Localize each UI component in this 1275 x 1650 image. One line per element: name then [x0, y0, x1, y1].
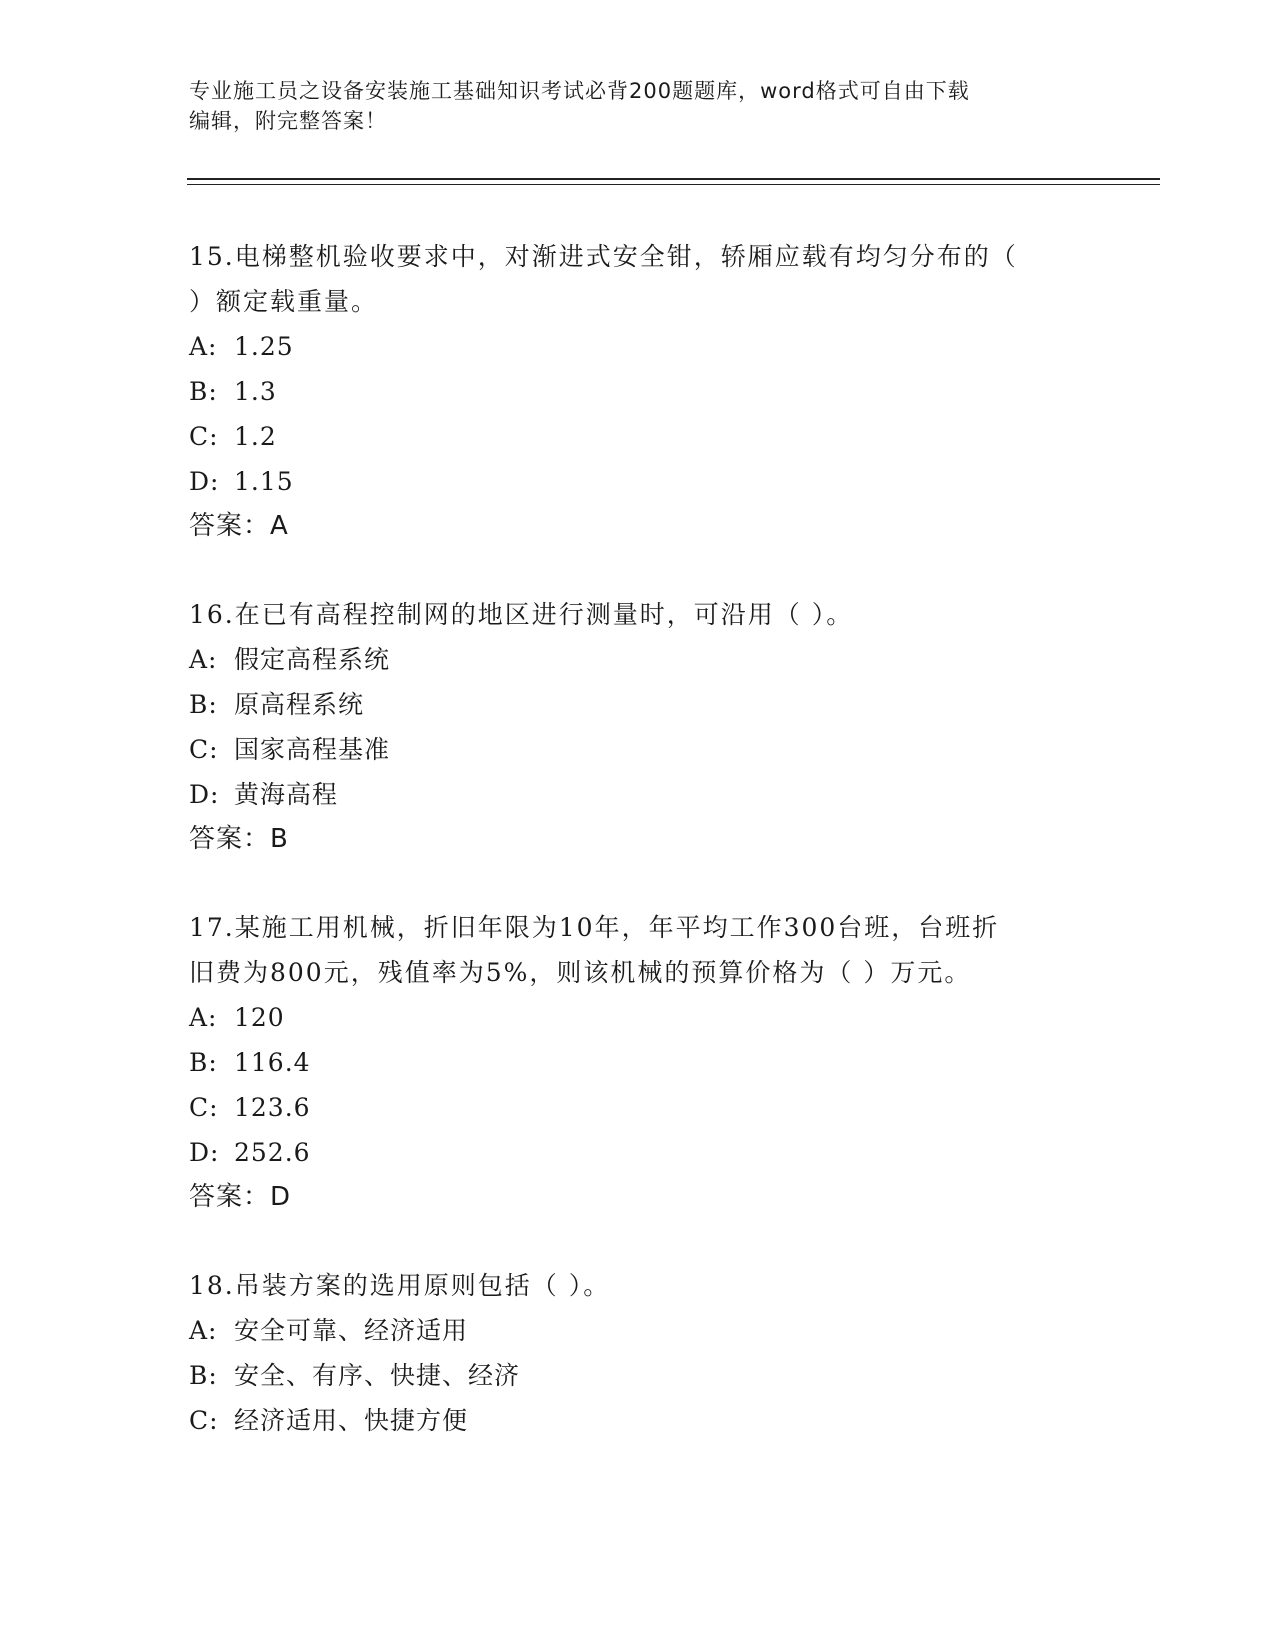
- question-17: [189, 905, 1089, 1220]
- option-b: [189, 1040, 1089, 1085]
- header-line-2: 编辑，附完整答案！: [189, 109, 387, 133]
- header-rule-thick: [187, 178, 1160, 180]
- option-text: 原高程系统: [234, 690, 365, 719]
- question-text: [189, 592, 1089, 637]
- answer-line: 答案：A: [189, 511, 289, 541]
- option-c: [189, 1085, 1089, 1130]
- question-18: [189, 1263, 1089, 1443]
- answer-line: 答案：D: [189, 1182, 292, 1212]
- option-letter: A:: [189, 332, 218, 361]
- option-c: [189, 414, 1089, 459]
- question-line: 旧费为800元，残值率为5%，则该机械的预算价格为（ ）万元。: [189, 958, 972, 987]
- question-text: [189, 1263, 1089, 1308]
- option-text: 经济适用、快捷方便: [234, 1406, 469, 1435]
- question-line: 吊装方案的选用原则包括（ ）。: [234, 1271, 611, 1300]
- option-d: [189, 1130, 1089, 1175]
- option-b: [189, 682, 1089, 727]
- question-text: [189, 234, 1089, 279]
- option-b: [189, 369, 1089, 414]
- option-letter: C:: [189, 1093, 219, 1122]
- option-text: 假定高程系统: [234, 645, 391, 674]
- option-text: 252.6: [234, 1138, 311, 1167]
- option-text: 1.3: [234, 377, 277, 406]
- option-letter: C:: [189, 735, 219, 764]
- option-b: [189, 1353, 1089, 1398]
- header-rule-thin: [187, 184, 1160, 185]
- question-line: ）额定载重量。: [189, 287, 379, 316]
- option-letter: D:: [189, 467, 220, 496]
- option-letter: C:: [189, 422, 219, 451]
- header-line-1: 专业施工员之设备安装施工基础知识考试必背200题题库，word格式可自由下载: [189, 79, 970, 103]
- question-text: [189, 905, 1089, 950]
- question-line: 电梯整机验收要求中，对渐进式安全钳，轿厢应载有均匀分布的（: [234, 242, 1018, 271]
- option-text: 116.4: [234, 1048, 311, 1077]
- option-d: [189, 459, 1089, 504]
- question-number: 18.: [189, 1271, 235, 1300]
- option-a: [189, 995, 1089, 1040]
- option-text: 123.6: [234, 1093, 311, 1122]
- option-letter: B:: [189, 1048, 218, 1077]
- question-16: [189, 592, 1089, 862]
- option-text: 黄海高程: [234, 780, 339, 809]
- option-letter: D:: [189, 1138, 220, 1167]
- option-letter: B:: [189, 1361, 218, 1390]
- option-letter: A:: [189, 645, 218, 674]
- answer-line: 答案：B: [189, 824, 289, 854]
- option-text: 安全、有序、快捷、经济: [234, 1361, 521, 1390]
- question-number: 15.: [189, 242, 235, 271]
- question-15: [189, 234, 1089, 549]
- option-text: 1.25: [234, 332, 294, 361]
- option-letter: D:: [189, 780, 220, 809]
- option-letter: A:: [189, 1316, 218, 1345]
- option-text: 1.15: [234, 467, 294, 496]
- option-text: 1.2: [234, 422, 277, 451]
- option-a: [189, 324, 1089, 369]
- option-a: [189, 637, 1089, 682]
- option-text: 120: [234, 1003, 285, 1032]
- option-a: [189, 1308, 1089, 1353]
- option-c: [189, 1398, 1089, 1443]
- option-letter: C:: [189, 1406, 219, 1435]
- option-text: 安全可靠、经济适用: [234, 1316, 469, 1345]
- option-letter: A:: [189, 1003, 218, 1032]
- option-text: 国家高程基准: [234, 735, 391, 764]
- question-list: [189, 234, 1089, 1486]
- option-c: [189, 727, 1089, 772]
- document-header: [189, 76, 1089, 136]
- option-letter: B:: [189, 377, 218, 406]
- question-line: 某施工用机械，折旧年限为10年，年平均工作300台班，台班折: [234, 913, 1000, 942]
- option-d: [189, 772, 1089, 817]
- question-line: 在已有高程控制网的地区进行测量时，可沿用（ ）。: [234, 600, 854, 629]
- option-letter: B:: [189, 690, 218, 719]
- question-number: 17.: [189, 913, 235, 942]
- question-number: 16.: [189, 600, 235, 629]
